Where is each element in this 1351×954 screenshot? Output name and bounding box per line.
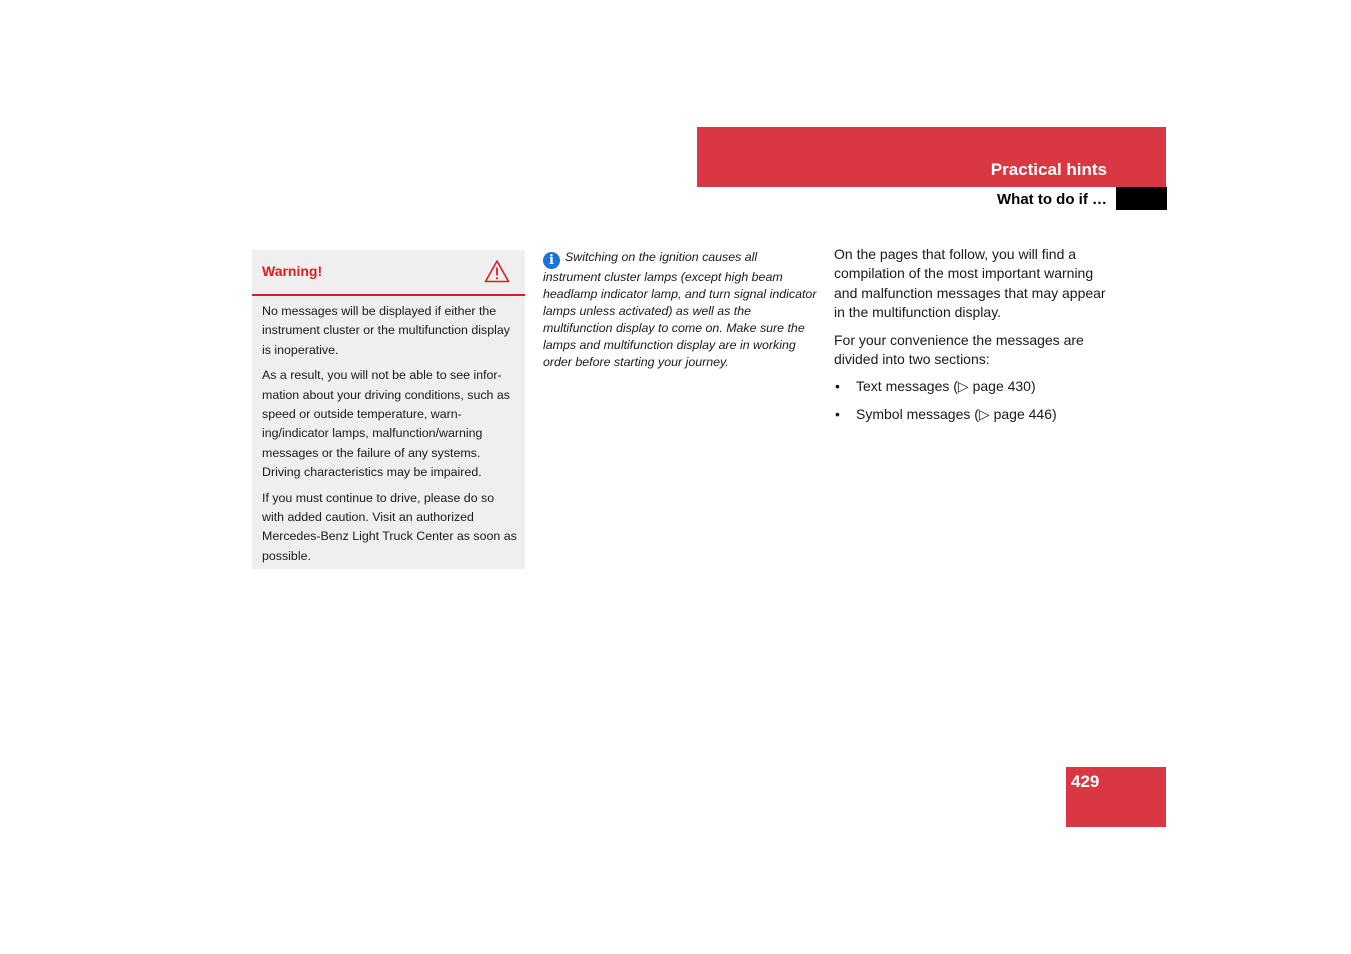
page-number: 429 [1071, 772, 1100, 791]
info-icon: i [543, 252, 560, 269]
warning-paragraph: No messages will be displayed if either the instrument cluster or the multifunction display is inoperative. [262, 304, 510, 357]
page-number-box [1066, 767, 1166, 827]
warning-triangle-icon [484, 259, 510, 283]
section-title: Practical hints [990, 160, 1107, 179]
warning-body [252, 296, 525, 566]
main-paragraph: On the pages that follow, you will find a compilation of the most important warning and malfunction messages that may appear in the multifunction display. [834, 246, 1106, 321]
info-text: Switching on the ignition causes all instrument cluster lamps (except high beam headlamp indicator lamp, and turn signal indicator lamps unless activated) as well as the multifunction display to come on. Make sure the lamps and multifunction display are in working order before starting your journey. [543, 250, 817, 369]
list-item-text-messages[interactable]: • Text messages (▷ page 430) [834, 377, 1114, 396]
main-text-column [834, 245, 1114, 432]
info-note [543, 249, 817, 371]
warning-box [252, 250, 525, 569]
message-sections-list [834, 377, 1114, 424]
header-tab-marker [1116, 187, 1167, 210]
warning-paragraph: As a result, you will not be able to see infor-mation about your driving conditions, such as speed or outside temperature, warn-ing/indicator lamps, malfunction/warning messages or the failure of any systems. Driving characteristics may be impaired. [262, 368, 510, 480]
section-subtitle: What to do if … [997, 191, 1107, 208]
warning-paragraph: If you must continue to drive, please do so with added caution. Visit an authorized Mercedes-Benz Light Truck Center as soon as possible. [262, 490, 517, 563]
warning-title: Warning! [262, 263, 323, 279]
warning-header [252, 250, 525, 296]
main-paragraph: For your convenience the messages are divided into two sections: [834, 331, 1084, 368]
list-item-symbol-messages[interactable]: • Symbol messages (▷ page 446) [834, 405, 1114, 424]
